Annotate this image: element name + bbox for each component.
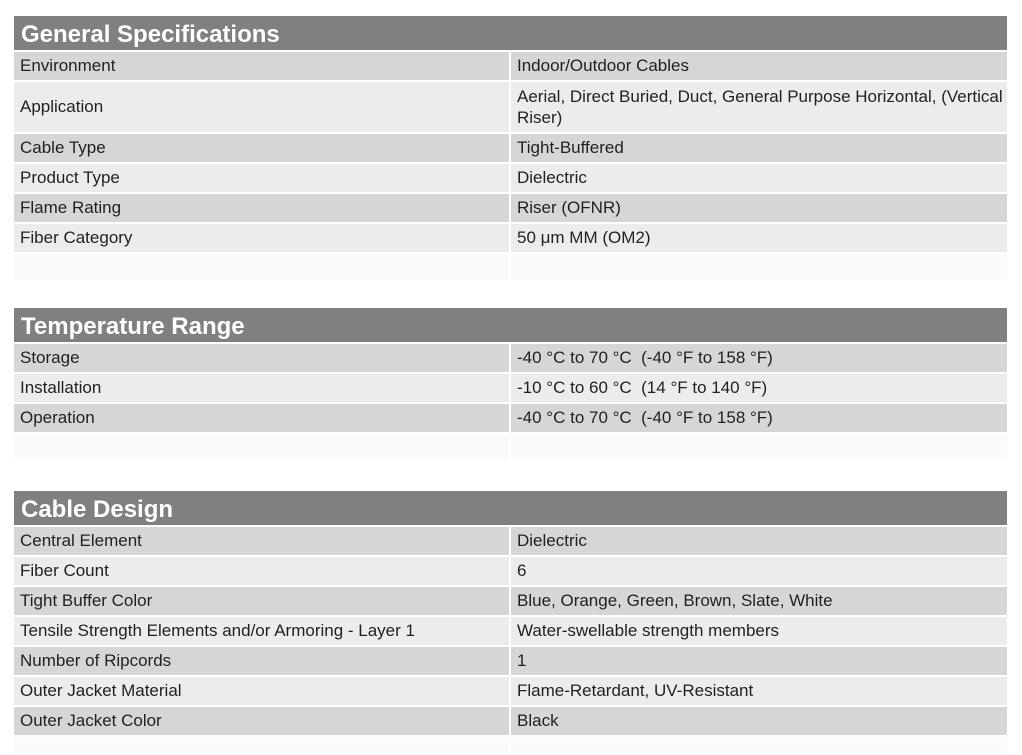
row-label: Outer Jacket Material	[14, 677, 511, 705]
spacer-cell	[511, 737, 1007, 755]
table-row	[14, 82, 1007, 134]
row-label: Flame Rating	[14, 194, 511, 222]
cable-design-section	[14, 491, 1007, 755]
row-label: Fiber Count	[14, 557, 511, 585]
row-label: Installation	[14, 374, 511, 402]
section-title: Temperature Range	[14, 308, 1007, 344]
table-row	[14, 707, 1007, 737]
row-label: Environment	[14, 52, 511, 80]
table-row	[14, 617, 1007, 647]
table-row	[14, 52, 1007, 82]
row-value: Indoor/Outdoor Cables	[517, 56, 689, 75]
table-row	[14, 164, 1007, 194]
table-row	[14, 134, 1007, 164]
row-value: Water-swellable strength members	[517, 621, 780, 640]
row-label: Cable Type	[14, 134, 511, 162]
row-label: Number of Ripcords	[14, 647, 511, 675]
section-title: Cable Design	[14, 491, 1007, 527]
row-value: 1	[517, 651, 527, 670]
table-row	[14, 344, 1007, 374]
row-label: Central Element	[14, 527, 511, 555]
row-value: 50 μm MM (OM2)	[517, 228, 651, 247]
row-label: Fiber Category	[14, 224, 511, 252]
temperature-range-section	[14, 308, 1007, 460]
table-spacer	[14, 434, 1007, 460]
row-label: Tight Buffer Color	[14, 587, 511, 615]
row-value: Dielectric	[517, 168, 587, 187]
row-value: Riser (OFNR)	[517, 198, 621, 217]
table-row	[14, 527, 1007, 557]
section-title: General Specifications	[14, 16, 1007, 52]
table-row	[14, 194, 1007, 224]
row-value: -40 °C to 70 °C (-40 °F to 158 °F)	[517, 408, 773, 427]
table-row	[14, 224, 1007, 254]
row-value: -10 °C to 60 °C (14 °F to 140 °F)	[517, 378, 768, 397]
row-label: Storage	[14, 344, 511, 372]
table-row	[14, 647, 1007, 677]
spacer-cell	[14, 737, 511, 755]
row-value: Blue, Orange, Green, Brown, Slate, White	[517, 591, 833, 610]
row-value: Tight-Buffered	[517, 138, 624, 157]
row-value: Black	[517, 711, 559, 730]
row-label: Application	[14, 82, 511, 132]
spacer-cell	[511, 254, 1007, 280]
table-row	[14, 677, 1007, 707]
table-spacer	[14, 254, 1007, 280]
general-specifications-section	[14, 16, 1007, 280]
row-label: Tensile Strength Elements and/or Armoring - Layer 1	[14, 617, 511, 645]
row-value: Aerial, Direct Buried, Duct, General Purpose Horizontal, (Vertical Riser)	[517, 87, 1003, 127]
table-row	[14, 557, 1007, 587]
table-spacer	[14, 737, 1007, 755]
row-value: Flame-Retardant, UV-Resistant	[517, 681, 754, 700]
table-row	[14, 404, 1007, 434]
row-value: Dielectric	[517, 531, 587, 550]
spacer-cell	[14, 254, 511, 280]
row-label: Outer Jacket Color	[14, 707, 511, 735]
row-value: 6	[517, 561, 527, 580]
spacer-cell	[511, 434, 1007, 460]
table-row	[14, 374, 1007, 404]
row-label: Product Type	[14, 164, 511, 192]
row-label: Operation	[14, 404, 511, 432]
table-row	[14, 587, 1007, 617]
spacer-cell	[14, 434, 511, 460]
row-value: -40 °C to 70 °C (-40 °F to 158 °F)	[517, 348, 773, 367]
